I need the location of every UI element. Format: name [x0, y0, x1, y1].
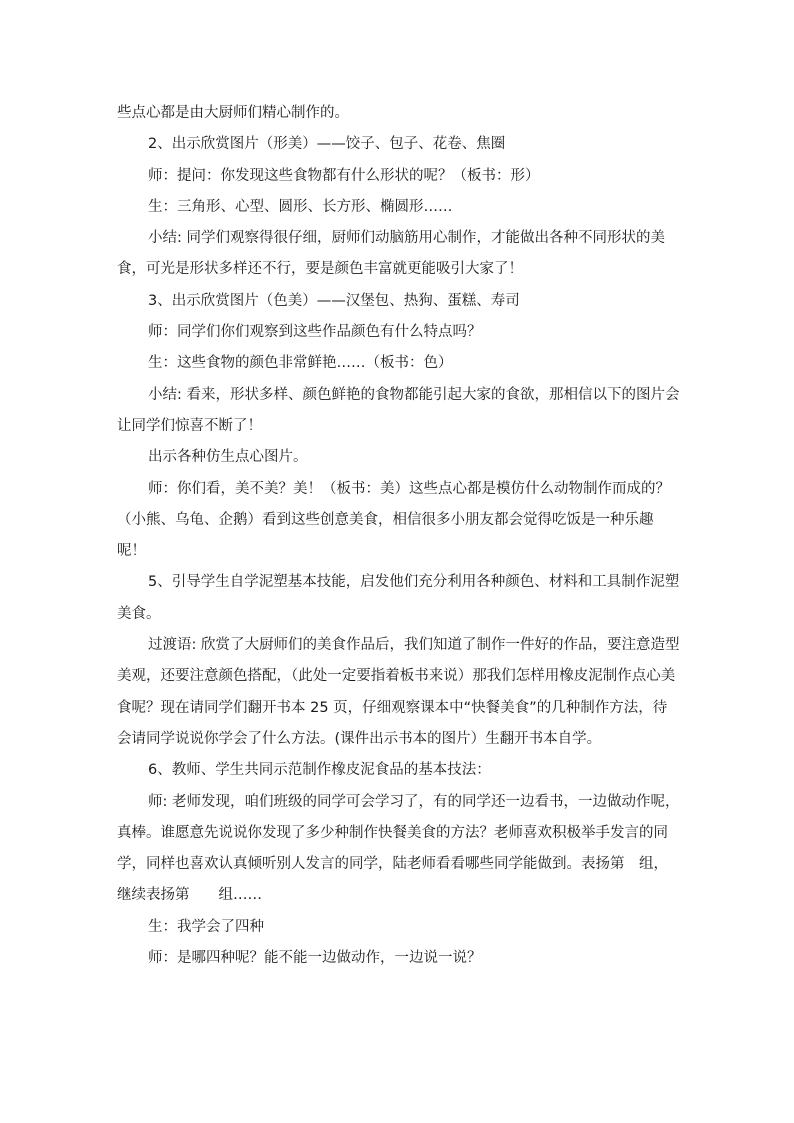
paragraph: 生：三角形、心型、圆形、长方形、椭圆形…… [148, 198, 453, 215]
paragraph: 过渡语: 欣赏了大厨师们的美食作品后，我们知道了制作一件好的作品，要注意造型美观，还要注意颜色搭配，（此处一定要指着板书来说）那我们怎样用橡皮泥制作点心美食呢？现在请同学们翻开书本 25 页，仔细观察课本中“快餐美食”的几种制作方法，待会请同学说说你学会了什么方法。(课件出示书本的图片）生翻开书本自学。 [117, 637, 680, 747]
paragraph: 师：同学们你们观察到这些作品颜色有什么特点吗？ [148, 324, 482, 341]
paragraph: 出示各种仿生点心图片。 [148, 449, 308, 466]
paragraph: 2、出示欣赏图片（形美）——饺子、包子、花卷、焦圈 [148, 136, 506, 153]
paragraph: 5、引导学生自学泥塑基本技能，启发他们充分利用各种颜色、材料和工具制作泥塑美食。 [117, 574, 680, 622]
paragraph: 师：是哪四种呢？能不能一边做动作，一边说一说？ [148, 950, 482, 967]
paragraph: 生：这些食物的颜色非常鲜艳……（板书：色） [148, 355, 453, 372]
paragraph: 小结: 看来，形状多样、颜色鲜艳的食物都能引起大家的食欲，那相信以下的图片会让同学们惊喜不断了！ [117, 386, 680, 434]
paragraph: 6、教师、学生共同示范制作橡皮泥食品的基本技法： [148, 762, 491, 779]
paragraph: 师: 老师发现，咱们班级的同学可会学习了，有的同学还一边看书，一边做动作呢，真棒。谁愿意先说说你发现了多少种制作快餐美食的方法？老师喜欢积极举手发言的同学，同样也喜欢认真倾听别人发言的同学，陆老师看看哪些同学能做到。表扬第 组，继续表扬第 组…… [117, 793, 680, 904]
paragraph: 3、出示欣赏图片（色美）——汉堡包、热狗、蛋糕、寿司 [148, 292, 520, 309]
paragraph: 生：我学会了四种 [148, 918, 264, 935]
paragraph: 些点心都是由大厨师们精心制作的。 [117, 105, 349, 121]
paragraph: 师：你们看，美不美？美！（板书：美）这些点心都是模仿什么动物制作而成的？（小熊、乌龟、企鹅）看到这些创意美食，相信很多小朋友都会觉得吃饭是一种乐趣呢！ [117, 480, 670, 560]
document-body [117, 98, 680, 974]
paragraph: 师：提问：你发现这些食物都有什么形状的呢？（板书：形） [148, 167, 540, 184]
paragraph: 小结: 同学们观察得很仔细，厨师们动脑筋用心制作，才能做出各种不同形状的美食，可光是形状多样还不行，要是颜色丰富就更能吸引大家了！ [117, 230, 665, 278]
